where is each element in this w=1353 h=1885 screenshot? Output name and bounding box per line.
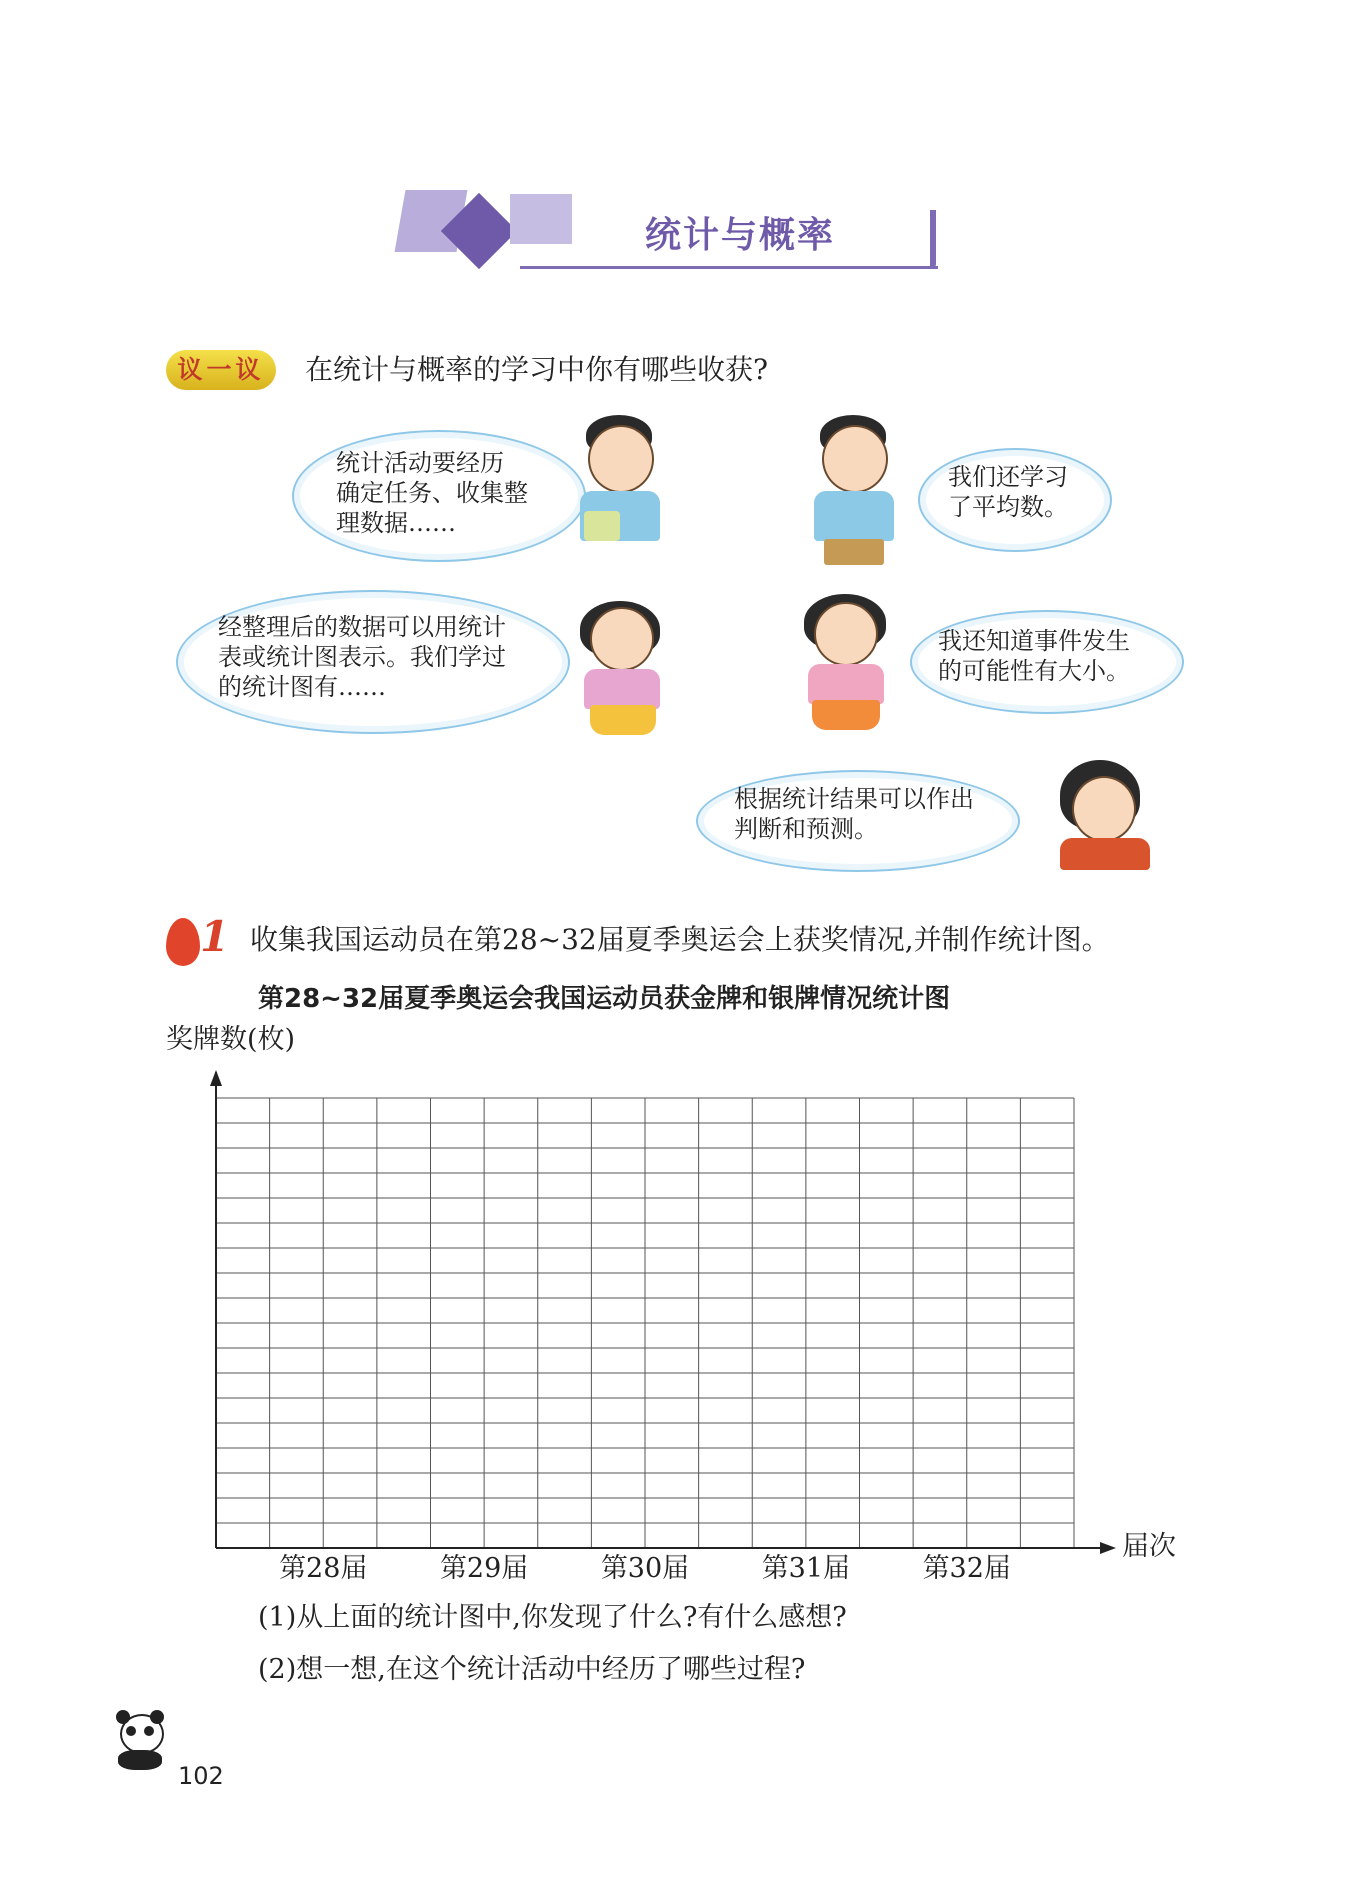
panda-icon <box>112 1710 168 1772</box>
question-2: (2)想一想,在这个统计活动中经历了哪些过程? <box>258 1654 806 1685</box>
task-number-icon: 1 <box>200 912 230 961</box>
x-tick-label: 第32届 <box>922 1553 1011 1584</box>
question-1: (1)从上面的统计图中,你发现了什么?有什么感想? <box>258 1602 847 1633</box>
chart-grid <box>210 1070 1200 1590</box>
x-tick-label: 第29届 <box>439 1553 529 1584</box>
x-tick-label: 第31届 <box>761 1553 851 1584</box>
discuss-question: 在统计与概率的学习中你有哪些收获? <box>305 353 769 386</box>
boy-figure-2 <box>790 415 920 565</box>
grid-lines <box>216 1098 1074 1548</box>
chart-title: 第28~32届夏季奥运会我国运动员获金牌和银牌情况统计图 <box>258 984 951 1014</box>
x-axis-label: 届次 <box>1122 1531 1176 1562</box>
boy-figure-1 <box>570 415 680 555</box>
task-text: 收集我国运动员在第28~32届夏季奥运会上获奖情况,并制作统计图。 <box>250 923 1110 956</box>
x-tick-label: 第30届 <box>600 1553 690 1584</box>
teacher-figure <box>1050 760 1160 870</box>
bubble-5-text: 根据统计结果可以作出 判断和预测。 <box>734 785 974 843</box>
title-underline <box>520 266 938 269</box>
x-tick-label: 第28届 <box>279 1553 368 1584</box>
y-axis-label: 奖牌数(枚) <box>166 1024 296 1055</box>
bubble-3-text: 经整理后的数据可以用统计 表或统计图表示。我们学过 的统计图有…… <box>218 613 506 701</box>
title-bracket <box>930 210 936 268</box>
girl-figure-1 <box>570 595 690 735</box>
chili-icon <box>166 918 200 966</box>
bubble-1-text: 统计活动要经历 确定任务、收集整 理数据…… <box>336 449 528 537</box>
y-axis-arrow <box>210 1070 222 1086</box>
discuss-icon: 议一议 <box>166 350 276 390</box>
page-title: 统计与概率 <box>644 214 835 256</box>
x-axis-arrow <box>1100 1542 1116 1554</box>
bubble-4-text: 我还知道事件发生 的可能性有大小。 <box>938 627 1130 685</box>
bubble-2-text: 我们还学习 了平均数。 <box>948 463 1068 521</box>
page-number: 102 <box>178 1762 224 1790</box>
girl-figure-2 <box>780 590 910 730</box>
